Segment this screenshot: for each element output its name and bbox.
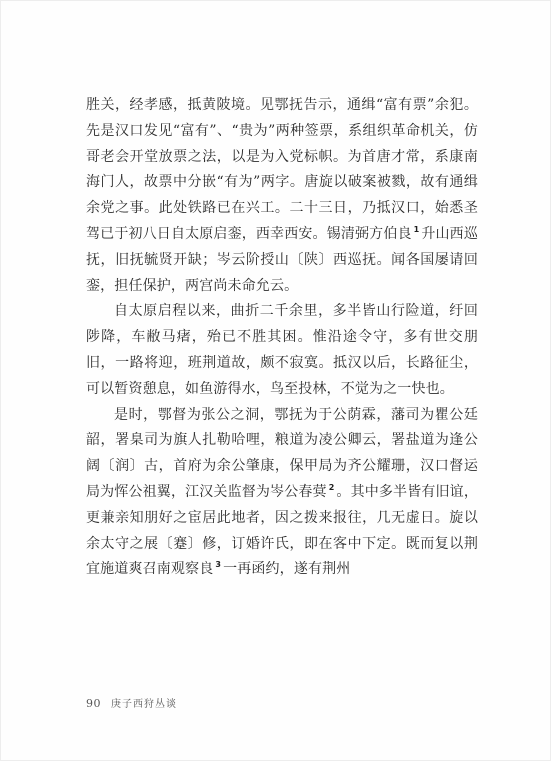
page-footer [86, 692, 177, 711]
text-segment: 自太原启程以来，曲折二千余里，多半皆山行险道，纡回陟降，车敝马瘏，殆已不胜其困。惟沿途令守，多有世交朋旧，一路将迎，班荆道故，颇不寂寞。抵汉以后，长路征尘，可以暂资憩息，如鱼游得水，鸟至投林，不觉为之一快也。 [86, 303, 478, 397]
footnote-marker[interactable]: 1 [413, 224, 420, 234]
body-text [86, 93, 478, 583]
text-segment: 胜关，经孝感，抵黄陂境。见鄂抚告示，通缉“富有票”余犯。先是汉口发见“富有”、“贵为”两种签票，系组织革命机关，仿哥老会开堂放票之法，以是为入党标帜。为首唐才常，系康南海门人，故票中分嵌“有为”两字。唐旋以破案被戮，故有通缉余党之事。此处铁路已在兴工。二十三日，乃抵汉口，始悉圣驾已于初八日自太原启銮，西幸西安。锡清弼方伯良 [86, 97, 478, 242]
text-segment: 一再函约，遂有荆州 [223, 561, 351, 578]
footnote-marker[interactable]: 2 [328, 482, 335, 492]
running-title: 庚子西狩丛谈 [111, 699, 177, 710]
footnote-marker[interactable]: 3 [215, 560, 222, 570]
page-number: 90 [86, 697, 101, 710]
paragraph [86, 93, 478, 299]
paragraph [86, 299, 478, 402]
text-segment: 是时，鄂督为张公之洞，鄂抚为于公荫霖，藩司为瞿公廷韶，署臬司为旗人扎勒哈哩，粮道为凌公卿云，署盐道为逢公阔〔润〕古，首府为余公肇康，保甲局为齐公耀珊，汉口督运局为恽公祖翼，江汉关监督为岑公春蓂 [86, 406, 478, 500]
paragraph [86, 403, 478, 584]
text-segment: 升山西巡抚，旧抚毓贤开缺；岑云阶授山〔陕〕西巡抚。闻各国屡请回銮，担任保护，两宫尚未命允云。 [86, 225, 478, 294]
text-segment: 。其中多半皆有旧谊，更兼亲知朋好之宦居此地者，因之拨来报往，几无虚日。旋以余太守之展〔蹇〕修，订婚许氏，即在客中下定。既而复以荆宜施道爽召南观察良 [86, 483, 478, 578]
